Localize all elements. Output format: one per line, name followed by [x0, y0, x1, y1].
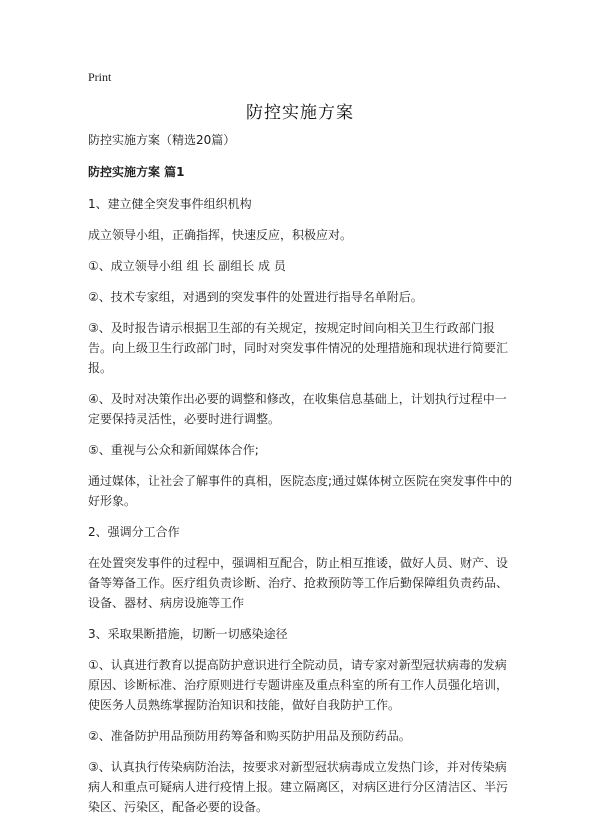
paragraph: ①、成立领导小组 组 长 副组长 成 员 — [88, 259, 286, 273]
page-title: 防控实施方案 — [246, 103, 354, 123]
paragraph: 3、采取果断措施，切断一切感染途径 — [88, 627, 288, 641]
paragraph: ①、认真进行教育以提高防护意识进行全院动员，请专家对新型冠状病毒的发病原因、诊断标准、治疗原则进行专题讲座及重点科室的所有工作人员强化培训，使医务人员熟练掌握防治知识和技能，做好自我防护工作。 — [88, 658, 509, 712]
paragraph: ②、准备防护用品预防用药筹备和购买防护用品及预防药品。 — [88, 729, 411, 743]
document-subtitle: 防控实施方案（精选20篇） — [88, 133, 236, 147]
paragraph: 1、建立健全突发事件组织机构 — [88, 197, 252, 211]
paragraph: ②、技术专家组，对遇到的突发事件的处置进行指导名单附后。 — [88, 290, 423, 304]
paragraph: ③、认真执行传染病防治法，按要求对新型冠状病毒成立发热门诊，并对传染病病人和重点可疑病人进行疫情上报。建立隔离区，对病区进行分区清洁区、半污染区、污染区，配备必要的设备。 — [88, 760, 509, 814]
print-link[interactable]: Print — [88, 70, 112, 84]
paragraph: ④、及时对决策作出必要的调整和修改，在收集信息基础上，计划执行过程中一定要保持灵活性，必要时进行调整。 — [88, 392, 507, 426]
paragraph: 在处置突发事件的过程中，强调相互配合，防止相互推诿，做好人员、财产、设备等筹备工作。医疗组负责诊断、治疗、抢救预防等工作后勤保障组负责药品、设备、器材、病房设施等工作 — [88, 556, 509, 610]
section-heading: 防控实施方案 篇1 — [88, 165, 185, 179]
paragraph: 通过媒体，让社会了解事件的真相，医院态度;通过媒体树立医院在突发事件中的好形象。 — [88, 474, 513, 508]
document-body — [88, 130, 518, 828]
paragraph: ③、及时报告请示根据卫生部的有关规定，按规定时间向相关卫生行政部门报告。向上级卫生行政部门时，同时对突发事件情况的处理措施和现状进行简要汇报。 — [88, 321, 509, 375]
paragraph: ⑤、重视与公众和新闻媒体合作; — [88, 443, 259, 457]
paragraph: 成立领导小组，正确指挥，快速反应，积极应对。 — [88, 228, 353, 242]
paragraph: 2、强调分工合作 — [88, 525, 180, 539]
